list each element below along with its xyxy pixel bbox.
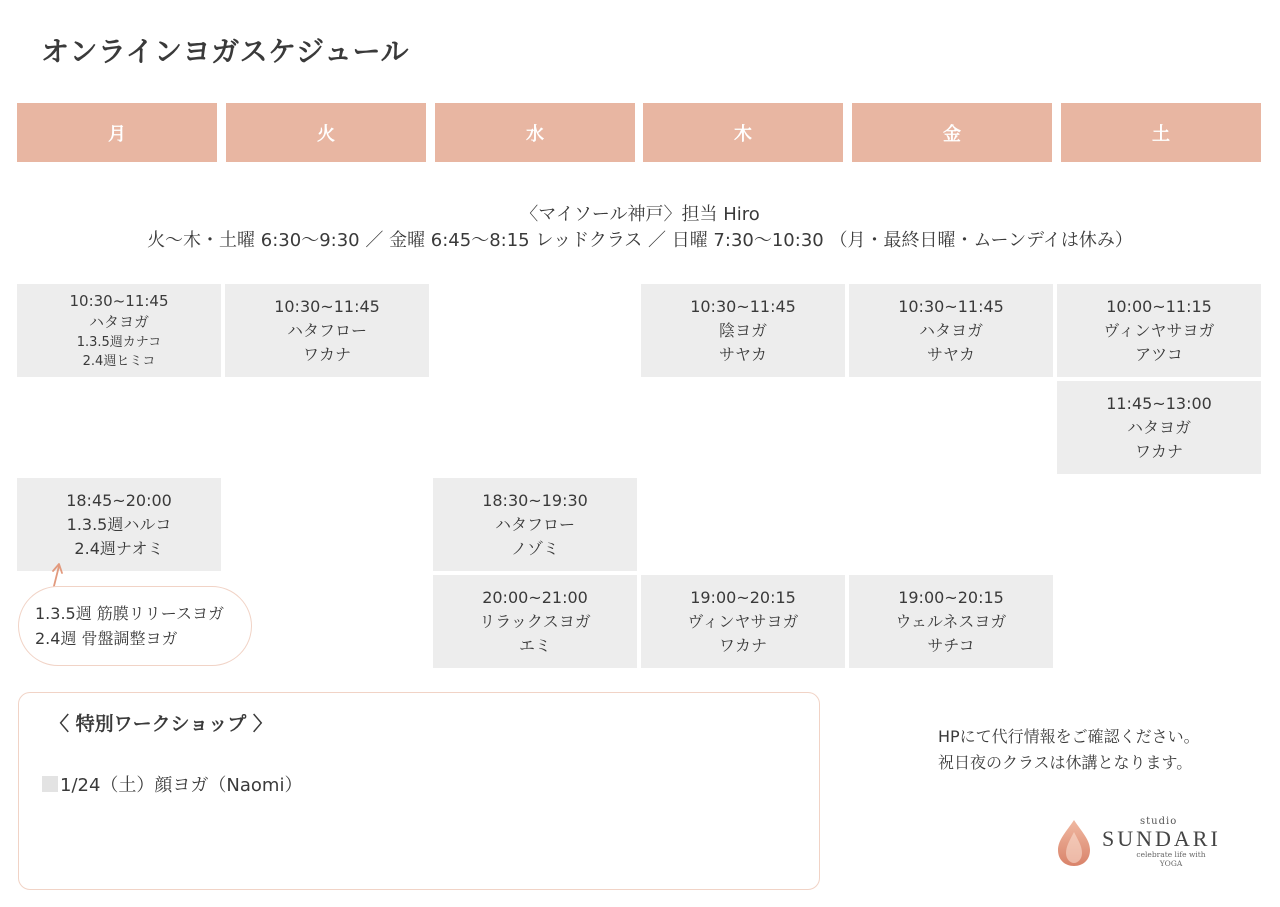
studio-logo	[1056, 816, 1236, 876]
class-name: ハタヨガ	[88, 312, 149, 331]
class-name: ヴィンヤサヨガ	[1103, 320, 1215, 340]
class-teacher: ノゾミ	[510, 538, 559, 558]
class-teacher: サヤカ	[926, 344, 975, 364]
class-time: 10:30~11:45	[274, 296, 380, 316]
class-name: ヴィンヤサヨガ	[687, 611, 799, 631]
day-header-sat: 土	[1061, 103, 1261, 162]
class-cell-thu-am[interactable]	[641, 284, 845, 377]
logo-studio-text: studio	[1140, 816, 1178, 827]
class-cell-sat-am1[interactable]	[1057, 284, 1261, 377]
class-time: 11:45~13:00	[1106, 393, 1212, 413]
bubble-line-2: 2.4週 骨盤調整ヨガ	[35, 629, 178, 648]
logo-tagline-2: YOGA	[1159, 859, 1183, 868]
bullet-square-icon	[42, 776, 58, 792]
class-teacher: サヤカ	[718, 344, 767, 364]
page-title: オンラインヨガスケジュール	[41, 35, 409, 68]
class-name: ウェルネスヨガ	[895, 611, 1007, 631]
logo-brand-name: SUNDARI	[1102, 826, 1221, 851]
workshop-title: 〈 特別ワークショップ 〉	[50, 713, 272, 735]
class-time: 19:00~20:15	[898, 587, 1004, 607]
mysore-line-1: 〈マイソール神戸〉担当 Hiro	[520, 204, 760, 225]
class-name: 陰ヨガ	[718, 320, 767, 340]
class-name: ハタヨガ	[1126, 417, 1191, 437]
mysore-line-2: 火〜木・土曜 6:30〜9:30 ／ 金曜 6:45〜8:15 レッドクラス ／ 日曜 7:30〜10:30 （月・最終日曜・ムーンデイは休み）	[147, 230, 1133, 251]
day-header-mon: 月	[17, 103, 217, 162]
class-time: 19:00~20:15	[690, 587, 796, 607]
note-line-2: 祝日夜のクラスは休講となります。	[938, 753, 1193, 772]
info-note	[938, 724, 1200, 776]
class-time: 10:30~11:45	[690, 296, 796, 316]
class-teacher: ワカナ	[302, 344, 351, 364]
class-teacher: 2.4週ヒミコ	[82, 353, 156, 369]
class-teacher: サチコ	[927, 635, 975, 655]
logo-tagline	[1126, 850, 1216, 868]
day-header-thu: 木	[643, 103, 843, 162]
class-name: ハタヨガ	[918, 320, 983, 340]
class-teacher: ワカナ	[718, 635, 767, 655]
class-name: ハタフロー	[286, 320, 367, 340]
class-cell-tue-am[interactable]	[225, 284, 429, 377]
workshop-item[interactable]	[42, 771, 302, 797]
class-name: リラックスヨガ	[479, 611, 591, 631]
class-teacher: 1.3.5週カナコ	[76, 334, 162, 350]
lotus-drop-icon	[1056, 818, 1092, 868]
class-cell-thu-pm[interactable]	[641, 575, 845, 668]
class-teacher: 1.3.5週ハルコ	[66, 514, 172, 534]
day-header-wed: 水	[435, 103, 635, 162]
monday-class-note-bubble	[18, 586, 252, 666]
class-cell-sat-am2[interactable]	[1057, 381, 1261, 474]
class-cell-fri-pm[interactable]	[849, 575, 1053, 668]
class-time: 18:30~19:30	[482, 490, 588, 510]
class-time: 10:30~11:45	[898, 296, 1004, 316]
class-name: ハタフロー	[494, 514, 575, 534]
class-time: 10:00~11:15	[1106, 296, 1212, 316]
class-cell-fri-am[interactable]	[849, 284, 1053, 377]
class-time: 10:30~11:45	[69, 291, 169, 310]
class-cell-mon-pm[interactable]	[17, 478, 221, 571]
day-header-fri: 金	[852, 103, 1052, 162]
class-teacher: 2.4週ナオミ	[74, 538, 164, 558]
class-time: 20:00~21:00	[482, 587, 588, 607]
day-header-tue: 火	[226, 103, 426, 162]
class-cell-mon-am[interactable]	[17, 284, 221, 377]
class-teacher: エミ	[518, 635, 551, 655]
workshop-item-label: 1/24（土）顔ヨガ（Naomi）	[60, 775, 303, 796]
class-teacher: ワカナ	[1134, 441, 1183, 461]
bubble-line-1: 1.3.5週 筋膜リリースヨガ	[35, 604, 224, 623]
logo-tagline-1: celebrate life with	[1136, 850, 1206, 859]
class-teacher: アツコ	[1135, 344, 1183, 364]
class-cell-wed-pm2[interactable]	[433, 575, 637, 668]
class-time: 18:45~20:00	[66, 490, 172, 510]
note-line-1: HPにて代行情報をご確認ください。	[938, 727, 1200, 746]
class-cell-wed-pm1[interactable]	[433, 478, 637, 571]
